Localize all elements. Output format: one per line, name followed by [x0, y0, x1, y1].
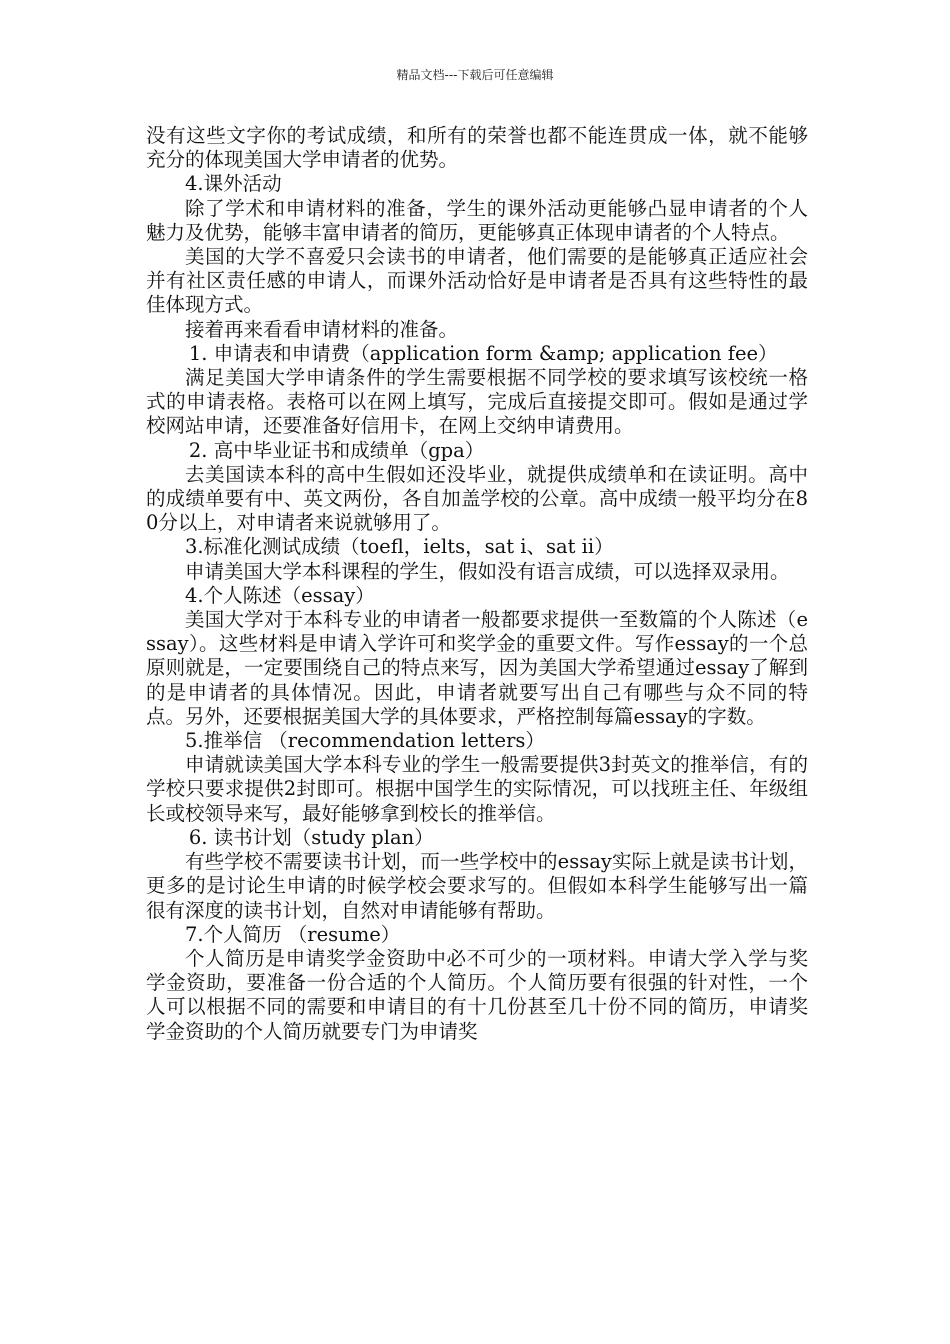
paragraph: 申请就读美国大学本科专业的学生一般需要提供3封英文的推举信，有的学校只要求提供2封即可。根据中国学生的实际情况，可以找班主任、年级组长或校领导来写，最好能够拿到校长的推举信。 [146, 753, 808, 825]
paragraph: 申请美国大学本科课程的学生，假如没有语言成绩，可以选择双录用。 [185, 559, 790, 583]
paragraph: 满足美国大学申请条件的学生需要根据不同学校的要求填写该校统一格式的申请表格。表格可以在网上填写，完成后直接提交即可。假如是通过学校网站申请，还要准备好信用卡，在网上交纳申请费用。 [146, 366, 808, 438]
section-heading: 7.个人简历 （resume） [185, 922, 401, 946]
paragraph: 有些学校不需要读书计划，而一些学校中的essay实际上就是读书计划，更多的是讨论生申请的时候学校会要求写的。但假如本科学生能够写出一篇很有深度的读书计划，自然对申请能够有帮助。 [146, 850, 808, 922]
paragraph: 去美国读本科的高中生假如还没毕业，就提供成绩单和在读证明。高中的成绩单要有中、英文两份，各自加盖学校的公章。高中成绩一般平均分在80分以上，对申请者来说就够用了。 [146, 462, 808, 535]
section-heading: 2. 高中毕业证书和成绩单（gpa） [188, 438, 485, 462]
section-heading: 5.推举信 （recommendation letters） [185, 729, 545, 753]
paragraph: 美国的大学不喜爱只会读书的申请者，他们需要的是能够真正适应社会并有社区责任感的申请人，而课外活动恰好是申请者是否具有这些特性的最佳体现方式。 [146, 245, 808, 317]
document-body [146, 124, 808, 1044]
section-heading: 4.课外活动 [185, 172, 282, 196]
paragraph: 个人简历是申请奖学金资助中必不可少的一项材料。申请大学入学与奖学金资助，要准备一份合适的个人简历。个人简历要有很强的针对性，一个人可以根据不同的需要和申请目的有十几份甚至几十份不同的简历，申请奖学金资助的个人简历就要专门为申请奖 [146, 946, 808, 1043]
paragraph: 除了学术和申请材料的准备，学生的课外活动更能够凸显申请者的个人魅力及优势，能够丰富申请者的简历，更能够真正体现申请者的个人特点。 [146, 196, 808, 244]
paragraph: 没有这些文字你的考试成绩，和所有的荣誉也都不能连贯成一体，就不能够充分的体现美国大学申请者的优势。 [146, 124, 808, 172]
paragraph: 美国大学对于本科专业的申请者一般都要求提供一至数篇的个人陈述（essay）。这些材料是申请入学许可和奖学金的重要文件。写作essay的一个总原则就是，一定要围绕自己的特点来写，因为美国大学希望通过essay了解到的是申请者的具体情况。因此，申请者就要写出自己有哪些与众不同的特点。另外，还要根据美国大学的具体要求，严格控制每篇essay的字数。 [146, 608, 808, 728]
section-heading: 4.个人陈述（essay） [185, 583, 375, 607]
page-header: 精品文档---下载后可任意编辑 [396, 68, 554, 82]
paragraph: 接着再来看看申请材料的准备。 [185, 317, 459, 341]
section-heading: 3.标准化测试成绩（toefl，ielts，sat i、sat ii） [185, 535, 614, 559]
section-heading: 1. 申请表和申请费（application form &amp; application fee） [188, 341, 778, 365]
section-heading: 6. 读书计划（study plan） [188, 825, 434, 849]
